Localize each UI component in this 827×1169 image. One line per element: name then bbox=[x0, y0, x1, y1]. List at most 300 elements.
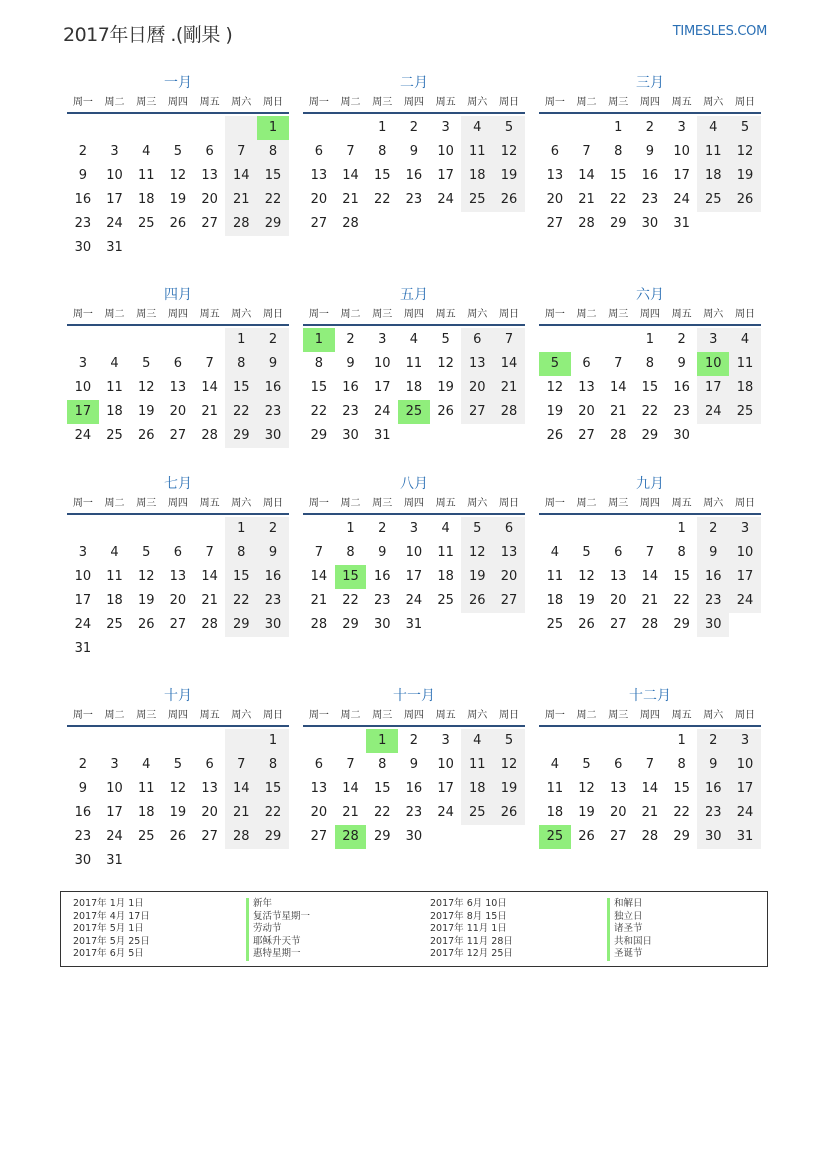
month-weeks bbox=[539, 729, 761, 849]
weekday-header bbox=[303, 494, 525, 515]
day-cell: 31 bbox=[405, 617, 423, 632]
day-cell: 16 bbox=[697, 565, 729, 589]
day-cell: 25 bbox=[729, 400, 761, 424]
empty-cell bbox=[67, 517, 99, 541]
day-cell: 26 bbox=[437, 404, 454, 419]
week-row bbox=[303, 589, 525, 613]
week-row bbox=[67, 352, 289, 376]
day-cell: 28 bbox=[342, 216, 359, 231]
month-calendar bbox=[303, 686, 525, 849]
weekday-label: 周三 bbox=[372, 309, 393, 320]
weekday-label: 周三 bbox=[136, 309, 157, 320]
day-cell: 21 bbox=[225, 188, 257, 212]
day-cell: 17 bbox=[67, 400, 99, 424]
week-row bbox=[303, 565, 525, 589]
day-cell: 16 bbox=[257, 565, 289, 589]
empty-cell bbox=[257, 236, 289, 260]
day-cell: 8 bbox=[614, 144, 623, 159]
day-cell: 26 bbox=[461, 589, 493, 613]
month-weeks bbox=[67, 116, 289, 260]
day-cell: 1 bbox=[225, 328, 257, 352]
day-cell: 21 bbox=[609, 404, 627, 419]
empty-cell bbox=[130, 637, 162, 661]
day-cell: 25 bbox=[106, 617, 123, 632]
empty-cell bbox=[634, 517, 666, 541]
week-row bbox=[539, 424, 761, 448]
empty-cell bbox=[162, 849, 194, 873]
day-cell: 8 bbox=[346, 545, 355, 560]
weekday-label: 周三 bbox=[608, 710, 629, 721]
weekday-label: 周二 bbox=[104, 309, 125, 320]
week-row bbox=[539, 753, 761, 777]
day-cell: 6 bbox=[493, 517, 525, 541]
month-calendar bbox=[539, 474, 761, 637]
holiday-dates-left bbox=[73, 898, 150, 961]
day-cell: 9 bbox=[78, 781, 87, 796]
day-cell: 16 bbox=[342, 380, 359, 395]
month-weeks bbox=[67, 517, 289, 661]
day-cell: 7 bbox=[205, 356, 214, 371]
holiday-names-right bbox=[607, 898, 652, 961]
weekday-label: 周一 bbox=[72, 498, 93, 509]
day-cell: 3 bbox=[729, 729, 761, 753]
week-row bbox=[303, 613, 525, 637]
day-cell: 24 bbox=[729, 589, 761, 613]
day-cell: 9 bbox=[257, 541, 289, 565]
day-cell: 14 bbox=[310, 569, 328, 584]
empty-cell bbox=[493, 212, 525, 236]
month-name: 十一月 bbox=[393, 688, 435, 704]
day-cell: 1 bbox=[614, 120, 623, 135]
weekday-label: 周三 bbox=[608, 97, 629, 108]
day-cell: 23 bbox=[342, 404, 359, 419]
day-cell: 15 bbox=[257, 777, 289, 801]
day-cell: 5 bbox=[493, 116, 525, 140]
day-cell: 7 bbox=[346, 144, 355, 159]
day-cell: 18 bbox=[137, 192, 155, 207]
empty-cell bbox=[130, 328, 162, 352]
empty-cell bbox=[67, 729, 99, 753]
month-name: 五月 bbox=[400, 287, 428, 303]
day-cell: 16 bbox=[74, 192, 92, 207]
empty-cell bbox=[194, 328, 226, 352]
week-row bbox=[67, 116, 289, 140]
day-cell: 13 bbox=[546, 168, 564, 183]
weekday-label: 周一 bbox=[72, 309, 93, 320]
empty-cell bbox=[539, 116, 571, 140]
day-cell: 6 bbox=[614, 545, 623, 560]
weekday-header bbox=[67, 706, 289, 727]
day-cell: 15 bbox=[609, 168, 627, 183]
week-row bbox=[303, 753, 525, 777]
day-cell: 2 bbox=[409, 120, 419, 135]
weekday-label: 周日 bbox=[262, 309, 283, 320]
empty-cell bbox=[257, 849, 289, 873]
day-cell: 16 bbox=[697, 777, 729, 801]
day-cell: 5 bbox=[493, 729, 525, 753]
day-cell: 8 bbox=[677, 757, 686, 772]
weekday-label: 周六 bbox=[231, 97, 252, 108]
day-cell: 20 bbox=[461, 376, 493, 400]
day-cell: 28 bbox=[225, 825, 257, 849]
holiday-date: 2017年 12月 25日 bbox=[430, 948, 513, 959]
week-row bbox=[539, 116, 761, 140]
day-cell: 29 bbox=[641, 428, 659, 443]
week-row bbox=[303, 212, 525, 236]
week-row bbox=[303, 541, 525, 565]
day-cell: 19 bbox=[461, 565, 493, 589]
empty-cell bbox=[162, 236, 194, 260]
month-weeks bbox=[539, 328, 761, 448]
day-cell: 13 bbox=[493, 541, 525, 565]
day-cell: 9 bbox=[78, 168, 87, 183]
month-calendar bbox=[303, 285, 525, 448]
day-cell: 11 bbox=[546, 781, 564, 796]
day-cell: 19 bbox=[546, 404, 564, 419]
weekday-label: 周六 bbox=[467, 498, 488, 509]
day-cell: 19 bbox=[729, 164, 761, 188]
day-cell: 6 bbox=[461, 328, 493, 352]
holiday-date: 2017年 11月 28日 bbox=[430, 935, 513, 947]
week-row bbox=[539, 777, 761, 801]
weekday-header bbox=[67, 494, 289, 515]
day-cell: 10 bbox=[729, 541, 761, 565]
month-calendar bbox=[539, 686, 761, 849]
day-cell: 9 bbox=[378, 545, 387, 560]
day-cell: 3 bbox=[441, 733, 450, 748]
day-cell: 22 bbox=[373, 192, 391, 207]
day-cell: 27 bbox=[310, 216, 328, 231]
day-cell: 27 bbox=[169, 428, 187, 443]
day-cell: 20 bbox=[310, 805, 328, 820]
day-cell: 15 bbox=[257, 164, 289, 188]
week-row bbox=[67, 825, 289, 849]
empty-cell bbox=[602, 328, 634, 352]
day-cell: 24 bbox=[437, 192, 454, 207]
day-cell: 4 bbox=[110, 545, 119, 560]
day-cell: 30 bbox=[74, 240, 92, 255]
empty-cell bbox=[194, 236, 226, 260]
day-cell: 14 bbox=[342, 168, 359, 183]
day-cell: 1 bbox=[225, 517, 257, 541]
day-cell: 20 bbox=[609, 593, 627, 608]
month-name: 二月 bbox=[400, 75, 428, 91]
week-row bbox=[303, 188, 525, 212]
day-cell: 14 bbox=[578, 168, 595, 183]
holiday-name: 劳动节 bbox=[246, 923, 310, 936]
empty-cell bbox=[130, 729, 162, 753]
month-weeks bbox=[67, 328, 289, 448]
weekday-label: 周五 bbox=[671, 498, 692, 509]
empty-cell bbox=[461, 212, 493, 236]
holiday-date: 2017年 6月 10日 bbox=[430, 898, 507, 909]
empty-cell bbox=[99, 517, 131, 541]
empty-cell bbox=[67, 116, 99, 140]
week-row bbox=[303, 328, 525, 352]
day-cell: 27 bbox=[169, 617, 187, 632]
day-cell: 10 bbox=[373, 356, 391, 371]
day-cell: 31 bbox=[373, 428, 391, 443]
week-row bbox=[303, 825, 525, 849]
holiday-name: 新年 bbox=[246, 898, 310, 911]
weekday-label: 周六 bbox=[703, 97, 724, 108]
day-cell: 10 bbox=[673, 144, 690, 159]
holiday-date: 2017年 4月 17日 bbox=[73, 910, 150, 922]
weekday-header bbox=[67, 93, 289, 114]
week-row bbox=[539, 376, 761, 400]
day-cell: 30 bbox=[342, 428, 359, 443]
day-cell: 24 bbox=[437, 805, 454, 820]
day-cell: 24 bbox=[697, 400, 729, 424]
month-name: 九月 bbox=[636, 476, 664, 492]
day-cell: 23 bbox=[74, 829, 92, 844]
brand-link[interactable]: TIMESLES.COM bbox=[672, 24, 767, 39]
empty-cell bbox=[194, 116, 226, 140]
weekday-label: 周四 bbox=[167, 309, 188, 320]
week-row bbox=[539, 140, 761, 164]
day-cell: 25 bbox=[398, 400, 430, 424]
day-cell: 30 bbox=[257, 613, 289, 637]
empty-cell bbox=[225, 236, 257, 260]
holiday-names-left bbox=[246, 898, 310, 961]
day-cell: 10 bbox=[106, 168, 123, 183]
day-cell: 22 bbox=[373, 805, 391, 820]
holiday-date: 2017年 6月 5日 bbox=[73, 948, 144, 959]
day-cell: 3 bbox=[110, 757, 119, 772]
empty-cell bbox=[162, 328, 194, 352]
day-cell: 8 bbox=[225, 541, 257, 565]
week-row bbox=[67, 613, 289, 637]
weekday-label: 周五 bbox=[435, 309, 456, 320]
day-cell: 31 bbox=[673, 216, 690, 231]
weekday-label: 周日 bbox=[262, 97, 283, 108]
day-cell: 11 bbox=[106, 569, 123, 584]
weekday-label: 周四 bbox=[403, 97, 424, 108]
weekday-label: 周六 bbox=[703, 710, 724, 721]
day-cell: 29 bbox=[257, 825, 289, 849]
day-cell: 13 bbox=[461, 352, 493, 376]
month-weeks bbox=[67, 729, 289, 873]
day-cell: 26 bbox=[493, 801, 525, 825]
week-row bbox=[67, 328, 289, 352]
day-cell: 16 bbox=[641, 168, 659, 183]
day-cell: 19 bbox=[578, 805, 595, 820]
weekday-label: 周日 bbox=[734, 309, 755, 320]
day-cell: 14 bbox=[342, 781, 359, 796]
weekday-label: 周日 bbox=[498, 97, 519, 108]
month-weeks bbox=[303, 729, 525, 849]
day-cell: 4 bbox=[142, 144, 151, 159]
day-cell: 2 bbox=[257, 328, 289, 352]
week-row bbox=[539, 565, 761, 589]
day-cell: 7 bbox=[493, 328, 525, 352]
day-cell: 5 bbox=[582, 757, 591, 772]
day-cell: 21 bbox=[201, 593, 218, 608]
day-cell: 20 bbox=[201, 192, 218, 207]
empty-cell bbox=[99, 729, 131, 753]
day-cell: 7 bbox=[582, 144, 591, 159]
day-cell: 29 bbox=[257, 212, 289, 236]
day-cell: 30 bbox=[641, 216, 659, 231]
empty-cell bbox=[335, 116, 367, 140]
weekday-label: 周四 bbox=[403, 498, 424, 509]
empty-cell bbox=[602, 729, 634, 753]
day-cell: 18 bbox=[437, 569, 454, 584]
day-cell: 22 bbox=[609, 192, 627, 207]
weekday-label: 周五 bbox=[435, 710, 456, 721]
day-cell: 10 bbox=[729, 753, 761, 777]
week-row bbox=[303, 424, 525, 448]
week-row bbox=[303, 777, 525, 801]
weekday-label: 周四 bbox=[167, 498, 188, 509]
day-cell: 6 bbox=[173, 356, 183, 371]
day-cell: 2 bbox=[697, 517, 729, 541]
day-cell: 1 bbox=[677, 733, 686, 748]
day-cell: 5 bbox=[461, 517, 493, 541]
day-cell: 5 bbox=[173, 144, 183, 159]
empty-cell bbox=[430, 212, 462, 236]
day-cell: 23 bbox=[74, 216, 92, 231]
day-cell: 22 bbox=[342, 593, 359, 608]
weekday-label: 周二 bbox=[104, 97, 125, 108]
day-cell: 13 bbox=[609, 781, 627, 796]
day-cell: 9 bbox=[409, 144, 419, 159]
day-cell: 26 bbox=[578, 829, 595, 844]
weekday-label: 周五 bbox=[199, 309, 220, 320]
day-cell: 18 bbox=[461, 777, 493, 801]
week-row bbox=[303, 400, 525, 424]
day-cell: 11 bbox=[461, 140, 493, 164]
week-row bbox=[303, 517, 525, 541]
day-cell: 12 bbox=[137, 569, 155, 584]
month-name: 七月 bbox=[164, 476, 192, 492]
day-cell: 2 bbox=[346, 332, 355, 347]
weekday-label: 周五 bbox=[671, 710, 692, 721]
day-cell: 10 bbox=[437, 757, 454, 772]
day-cell: 21 bbox=[225, 801, 257, 825]
empty-cell bbox=[729, 424, 761, 448]
day-cell: 26 bbox=[137, 617, 155, 632]
weekday-label: 周三 bbox=[136, 498, 157, 509]
weekday-label: 周日 bbox=[734, 710, 755, 721]
day-cell: 11 bbox=[137, 781, 155, 796]
day-cell: 12 bbox=[493, 140, 525, 164]
month-weeks bbox=[539, 517, 761, 637]
week-row bbox=[67, 565, 289, 589]
day-cell: 20 bbox=[609, 805, 627, 820]
day-cell: 18 bbox=[106, 404, 123, 419]
day-cell: 8 bbox=[257, 753, 289, 777]
month-weeks bbox=[303, 116, 525, 236]
day-cell: 18 bbox=[729, 376, 761, 400]
day-cell: 12 bbox=[578, 569, 595, 584]
holiday-date: 2017年 5月 25日 bbox=[73, 935, 150, 947]
weekday-label: 周二 bbox=[340, 97, 361, 108]
month-calendar bbox=[539, 73, 761, 236]
day-cell: 21 bbox=[641, 805, 659, 820]
day-cell: 13 bbox=[609, 569, 627, 584]
day-cell: 10 bbox=[74, 569, 92, 584]
week-row bbox=[67, 753, 289, 777]
day-cell: 15 bbox=[673, 569, 690, 584]
holiday-date: 2017年 5月 1日 bbox=[73, 923, 144, 934]
day-cell: 11 bbox=[137, 168, 155, 183]
day-cell: 17 bbox=[673, 168, 690, 183]
weekday-label: 周四 bbox=[167, 97, 188, 108]
week-row bbox=[67, 164, 289, 188]
holiday-name: 圣诞节 bbox=[607, 948, 652, 961]
week-row bbox=[539, 328, 761, 352]
day-cell: 18 bbox=[106, 593, 123, 608]
empty-cell bbox=[194, 637, 226, 661]
day-cell: 27 bbox=[201, 216, 218, 231]
weekday-label: 周二 bbox=[576, 710, 597, 721]
day-cell: 27 bbox=[578, 428, 595, 443]
day-cell: 16 bbox=[74, 805, 92, 820]
weekday-header bbox=[303, 93, 525, 114]
day-cell: 27 bbox=[546, 216, 564, 231]
day-cell: 15 bbox=[225, 565, 257, 589]
day-cell: 7 bbox=[645, 545, 655, 560]
week-row bbox=[303, 164, 525, 188]
week-row bbox=[67, 729, 289, 753]
week-row bbox=[303, 352, 525, 376]
day-cell: 8 bbox=[645, 356, 655, 371]
day-cell: 14 bbox=[493, 352, 525, 376]
empty-cell bbox=[162, 637, 194, 661]
weekday-header bbox=[539, 706, 761, 727]
empty-cell bbox=[571, 517, 603, 541]
day-cell: 17 bbox=[729, 565, 761, 589]
day-cell: 28 bbox=[201, 428, 218, 443]
empty-cell bbox=[430, 825, 462, 849]
weekday-label: 周二 bbox=[340, 498, 361, 509]
weekday-label: 周三 bbox=[608, 498, 629, 509]
empty-cell bbox=[539, 328, 571, 352]
empty-cell bbox=[130, 849, 162, 873]
day-cell: 7 bbox=[225, 140, 257, 164]
day-cell: 3 bbox=[378, 332, 387, 347]
day-cell: 9 bbox=[409, 757, 419, 772]
day-cell: 5 bbox=[729, 116, 761, 140]
day-cell: 11 bbox=[405, 356, 423, 371]
holiday-name: 诸圣节 bbox=[607, 923, 652, 936]
day-cell: 4 bbox=[409, 332, 419, 347]
day-cell: 6 bbox=[582, 356, 591, 371]
empty-cell bbox=[303, 116, 335, 140]
empty-cell bbox=[398, 424, 430, 448]
week-row bbox=[539, 729, 761, 753]
week-row bbox=[67, 140, 289, 164]
month-weeks bbox=[303, 328, 525, 448]
week-row bbox=[539, 188, 761, 212]
empty-cell bbox=[430, 613, 462, 637]
day-cell: 10 bbox=[106, 781, 123, 796]
day-cell: 23 bbox=[673, 404, 690, 419]
day-cell: 11 bbox=[729, 352, 761, 376]
day-cell: 28 bbox=[225, 212, 257, 236]
weekday-label: 周日 bbox=[734, 97, 755, 108]
month-name: 八月 bbox=[400, 476, 428, 492]
day-cell: 19 bbox=[169, 192, 187, 207]
day-cell: 30 bbox=[405, 829, 423, 844]
weekday-label: 周五 bbox=[435, 97, 456, 108]
weekday-label: 周一 bbox=[308, 498, 329, 509]
day-cell: 22 bbox=[673, 593, 690, 608]
day-cell: 26 bbox=[137, 428, 155, 443]
day-cell: 18 bbox=[137, 805, 155, 820]
day-cell: 17 bbox=[437, 781, 454, 796]
